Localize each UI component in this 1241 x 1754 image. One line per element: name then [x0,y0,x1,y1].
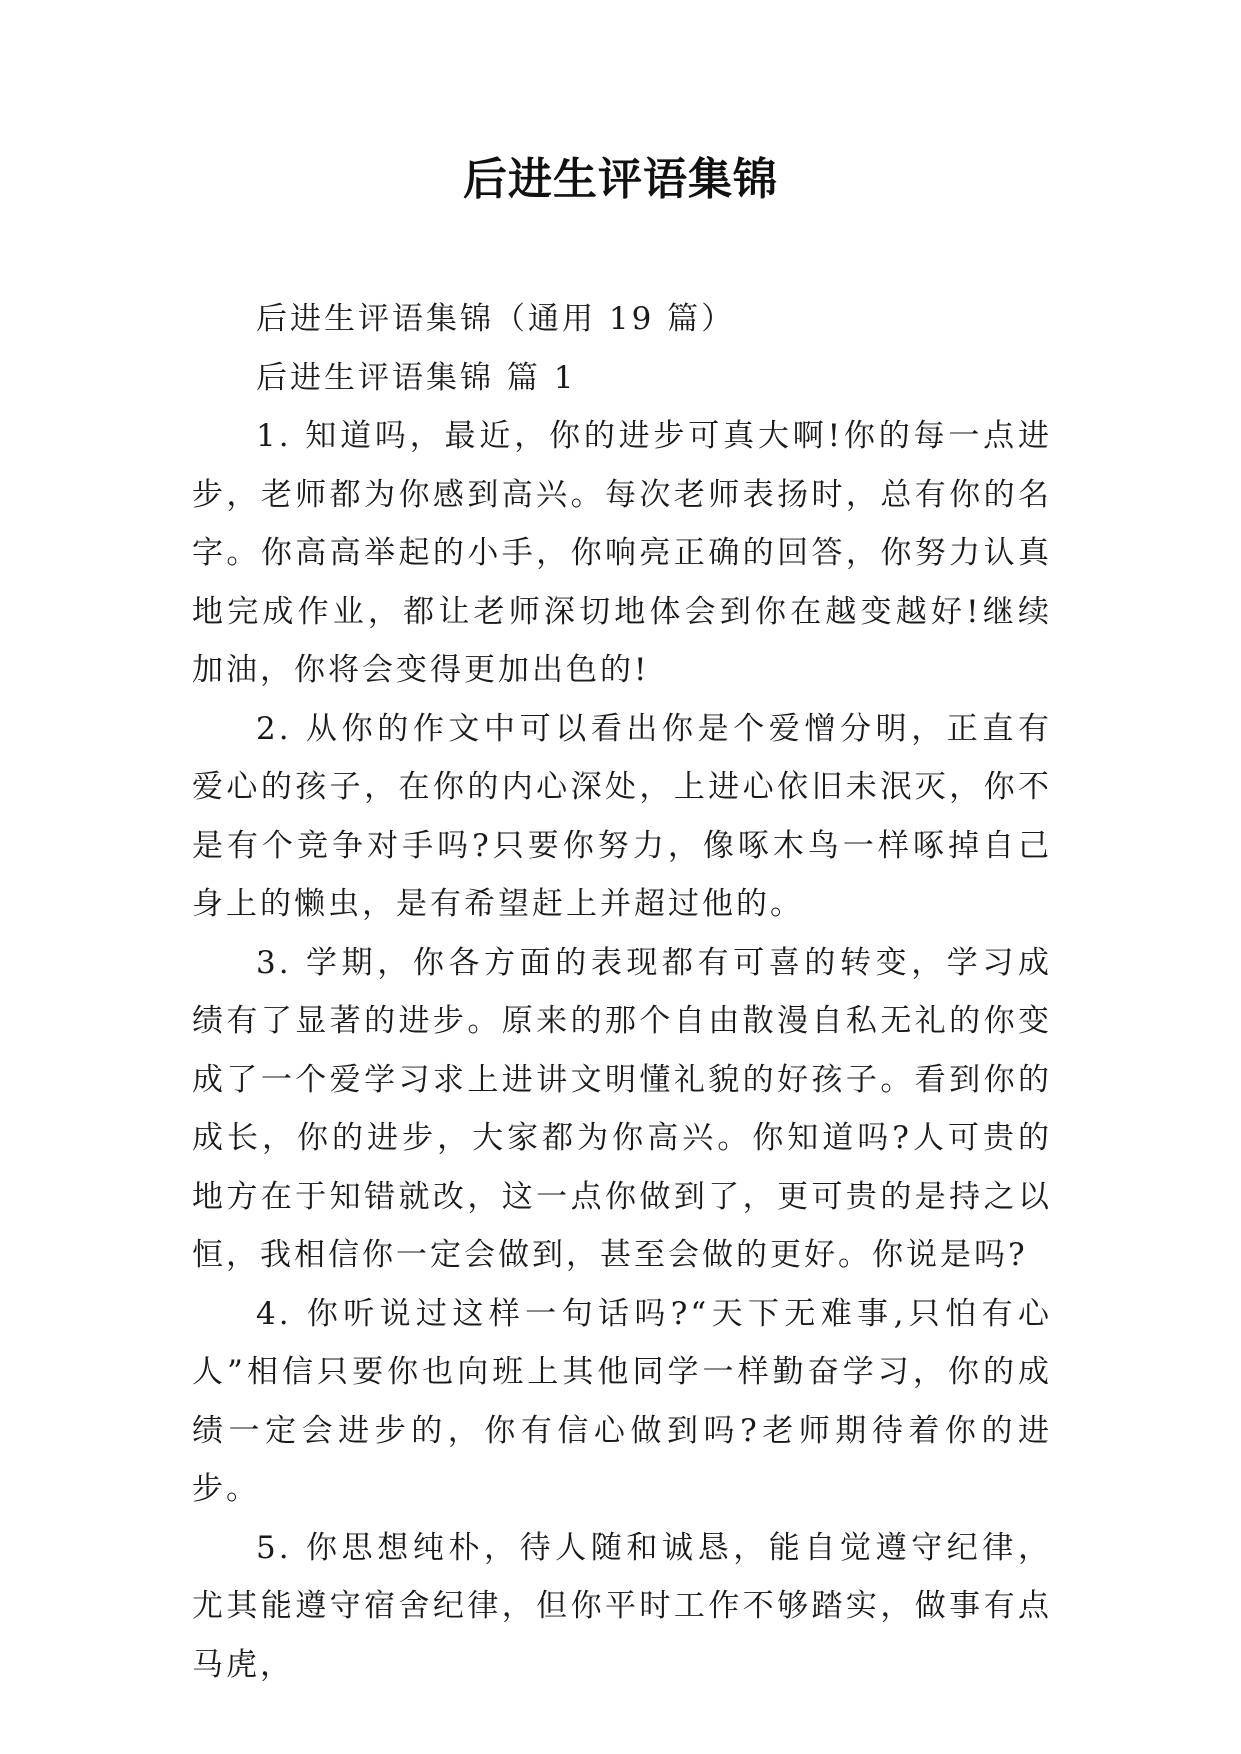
document-body [192,290,1052,1694]
comment-paragraph-1: 1. 知道吗，最近，你的进步可真大啊!你的每一点进步，老师都为你感到高兴。每次老师表扬时，总有你的名字。你高高举起的小手，你响亮正确的回答，你努力认真地完成作业，都让老师深切地体会到你在越变越好!继续加油，你将会变得更加出色的! [192,418,1052,688]
section-heading: 后进生评语集锦 篇 1 [256,359,577,396]
comment-paragraph-4: 4. 你听说过这样一句话吗?“天下无难事,只怕有心人”相信只要你也向班上其他同学一样勤奋学习，你的成绩一定会进步的，你有信心做到吗?老师期待着你的进步。 [192,1295,1052,1507]
comment-paragraph-2: 2. 从你的作文中可以看出你是个爱憎分明，正直有爱心的孩子，在你的内心深处，上进心依旧未泯灭，你不是有个竞争对手吗?只要你努力，像啄木鸟一样啄掉自己身上的懒虫，是有希望赶上并超过他的。 [192,710,1052,922]
document-title: 后进生评语集锦 [463,154,778,205]
document-subtitle: 后进生评语集锦（通用 19 篇） [256,301,736,337]
comment-paragraph-5: 5. 你思想纯朴，待人随和诚恳，能自觉遵守纪律，尤其能遵守宿舍纪律，但你平时工作不够踏实，做事有点马虎， [192,1529,1052,1683]
comment-paragraph-3: 3. 学期，你各方面的表现都有可喜的转变，学习成绩有了显著的进步。原来的那个自由散漫自私无礼的你变成了一个爱学习求上进讲文明懂礼貌的好孩子。看到你的成长，你的进步，大家都为你高兴。你知道吗?人可贵的地方在于知错就改，这一点你做到了，更可贵的是持之以恒，我相信你一定会做到，甚至会做的更好。你说是吗? [192,944,1052,1273]
